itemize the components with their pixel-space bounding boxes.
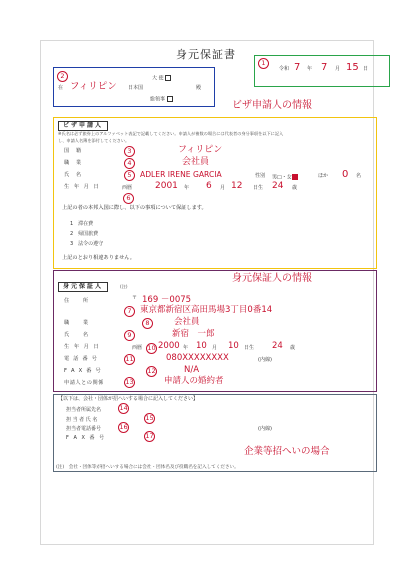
guarantor-address-label: 住 所: [64, 298, 95, 304]
marker-17: 17: [145, 432, 154, 440]
opt-consul-checkbox[interactable]: [167, 96, 173, 102]
company-person-label: 担 当 者 氏 名: [66, 417, 98, 423]
guarantor-header: 身元保証人: [58, 282, 108, 292]
applicant-dob-year-label: 年: [184, 185, 190, 191]
marker-5: 5: [124, 170, 135, 181]
applicant-age: 24: [272, 181, 284, 191]
applicant-sex-options: [272, 174, 298, 181]
sex-options-text: 男□・女: [272, 174, 292, 181]
embassy-prefix: 在: [58, 85, 64, 91]
date-month-value: 7: [321, 62, 328, 73]
applicant-sex-label: 性別: [255, 173, 266, 179]
applicant-name-label: 氏 名: [64, 172, 84, 178]
company-header: 【以下は、会社・団体が招へいする場合に記入してください】: [58, 396, 199, 402]
applicant-nationality-label: 国 籍: [64, 148, 84, 154]
applicant-age-unit: 歳: [292, 185, 298, 191]
marker-11: 11: [125, 355, 134, 363]
company-fax-label: F A X 番 号: [66, 435, 106, 441]
applicant-others-count: 0: [342, 169, 349, 180]
date-day-label: 日: [363, 66, 369, 72]
applicant-closing: 上記のとおり相違ありません。: [62, 255, 135, 261]
guarantor-dob-day-label: 日生: [244, 345, 255, 351]
date-year-label: 年: [307, 66, 313, 72]
marker-1: 1: [258, 58, 269, 69]
date-era: 令和: [279, 66, 290, 72]
marker-2: 2: [57, 71, 68, 82]
company-dept-label: 担当者所属先名: [66, 407, 102, 413]
embassy-suffix: 日本国: [128, 85, 144, 91]
guarantor-dob-month: 10: [196, 341, 207, 351]
caption-applicant: ビザ申請人の情報: [232, 100, 312, 111]
applicant-statement: 上記の者の本邦入国に際し、以下の事項について保証します。: [62, 205, 207, 211]
sex-female-checkbox[interactable]: [292, 174, 298, 180]
applicant-occupation-label: 職 業: [64, 160, 84, 166]
marker-7: 7: [124, 306, 135, 317]
guarantor-dob-day: 10: [228, 341, 239, 351]
embassy-country: フィリピン: [70, 81, 117, 92]
caption-company: 企業等招へいの場合: [244, 446, 330, 457]
opt-ambassador-checkbox[interactable]: [165, 75, 171, 81]
applicant-dob-year: 2001: [155, 181, 178, 191]
guarantor-fax-label: F A X 番 号: [64, 368, 102, 374]
guarantor-relation-label: 申請人との関係: [64, 380, 104, 386]
guarantor-dob-month-label: 月: [212, 345, 218, 351]
embassy-honorific: 殿: [196, 85, 202, 91]
guarantor-postal-mark: 〒: [132, 295, 138, 301]
guarantor-fax: N/A: [184, 365, 200, 375]
applicant-others-label: ほか: [318, 173, 329, 179]
applicant-others-unit: 名: [356, 173, 362, 179]
marker-8: 8: [142, 318, 153, 329]
guarantor-occupation-label: 職 業: [64, 320, 95, 326]
applicant-item-1: 1 滞在費: [70, 221, 94, 227]
footnote: (注) 会社・団体等が招へいする場合には会社・団体名及び役職名を記入してください。: [56, 465, 239, 470]
applicant-note-2: し、申請人名簿を添付してください。: [58, 138, 130, 143]
guarantor-dob-era: 西暦: [132, 345, 143, 351]
applicant-note-1: ※氏名は必ず旅券上のアルファベット表記で記載してください。申請人が複数の場合には代表者の身分事項を以下に記入: [58, 131, 284, 136]
applicant-dob-month: 6: [206, 181, 212, 191]
guarantor-dob-year-label: 年: [183, 345, 189, 351]
company-frame: [53, 394, 377, 472]
document-title: 身元保証書: [176, 48, 236, 61]
guarantor-relation: 申請人の婚約者: [164, 376, 224, 386]
marker-15: 15: [145, 414, 154, 422]
marker-6: 6: [123, 193, 134, 204]
guarantor-phone-label: 電 話 番 号: [64, 356, 99, 362]
applicant-nationality: フィリピン: [178, 145, 223, 155]
embassy-opt-consul: [150, 96, 173, 103]
applicant-dob-era: 西暦: [122, 185, 133, 191]
guarantor-age: 24: [272, 341, 283, 351]
guarantor-name-label: 氏 名: [64, 332, 95, 338]
marker-14: 14: [119, 404, 128, 412]
applicant-dob-month-label: 月: [220, 185, 226, 191]
applicant-header: ビザ申請人: [58, 121, 108, 131]
marker-16: 16: [119, 423, 128, 431]
company-phone-label: 担当者電話番号: [66, 426, 102, 432]
marker-4: 4: [124, 158, 135, 169]
marker-10: 10: [147, 344, 156, 352]
company-phone-ext: (内線): [258, 426, 272, 432]
guarantor-phone-ext: (内線): [258, 357, 272, 363]
guarantor-age-unit: 歳: [290, 345, 296, 351]
opt-ambassador-label: 大 使: [152, 75, 164, 82]
caption-guarantor: 身元保証人の情報: [232, 273, 312, 284]
applicant-dob-day: 12: [231, 181, 243, 191]
applicant-dob-day-label: 日生: [253, 185, 264, 191]
marker-3: 3: [124, 146, 135, 157]
marker-9: 9: [124, 330, 135, 341]
guarantor-stamp-note: (注): [120, 284, 128, 289]
guarantor-dob-year: 2000: [158, 341, 180, 351]
applicant-name: ADLER IRENE GARCIA: [140, 170, 222, 179]
date-month-label: 月: [335, 66, 341, 72]
date-year-value: 7: [294, 62, 301, 73]
guarantor-address: 東京都新宿区高田馬場3丁目0番14: [140, 305, 273, 315]
opt-consul-label: 総領事: [150, 96, 166, 103]
applicant-dob-label: 生 年 月 日: [64, 184, 101, 190]
marker-12: 12: [147, 367, 156, 375]
applicant-item-2: 2 帰国旅費: [70, 231, 99, 237]
guarantor-postal: 169 －0075: [142, 295, 192, 305]
marker-13: 13: [125, 378, 134, 386]
embassy-opt-ambassador: [152, 75, 171, 82]
date-day-value: 15: [346, 62, 359, 73]
applicant-item-3: 3 法令の遵守: [70, 241, 104, 247]
applicant-occupation: 会社員: [182, 157, 210, 167]
guarantor-dob-label: 生 年 月 日: [64, 344, 101, 350]
guarantor-occupation: 会社員: [174, 317, 200, 327]
guarantor-phone: 080XXXXXXXX: [166, 353, 229, 363]
guarantor-name: 新宿 一郎: [172, 329, 215, 339]
